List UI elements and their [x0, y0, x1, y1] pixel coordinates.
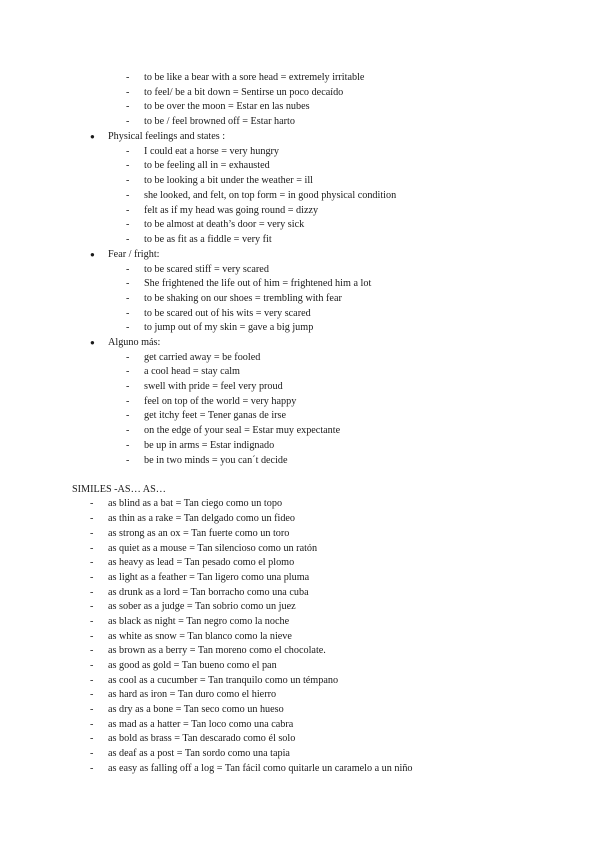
item-text: as quiet as a mouse = Tan silencioso como un ratón [108, 543, 318, 554]
dash-marker: - [90, 763, 94, 774]
item-text: to be as fit as a fiddle = very fit [144, 234, 272, 245]
item-text: as blind as a bat = Tan ciego como un topo [108, 498, 283, 509]
item-text: to jump out of my skin = gave a big jump [144, 322, 314, 333]
dash-marker: - [90, 572, 94, 583]
bullet-marker: ● [90, 338, 95, 347]
dash-marker: - [90, 704, 94, 715]
item-text: felt as if my head was going round = dizzy [144, 205, 319, 216]
dash-marker: - [126, 440, 130, 451]
item-text: as deaf as a post = Tan sordo como una tapia [108, 748, 290, 759]
item-text: to be over the moon = Estar en las nubes [144, 101, 310, 112]
dash-marker: - [126, 190, 130, 201]
item-text: as easy as falling off a log = Tan fácil como quitarle un caramelo a un niño [108, 763, 413, 774]
bullet-marker: ● [90, 250, 95, 259]
dash-marker: - [126, 234, 130, 245]
dash-marker: - [126, 264, 130, 275]
group-title: Physical feelings and states : [108, 131, 226, 142]
item-text: as white as snow = Tan blanco como la nieve [108, 631, 292, 642]
item-text: as black as night = Tan negro como la noche [108, 616, 290, 627]
item-text: She frightened the life out of him = frightened him a lot [144, 278, 372, 289]
dash-marker: - [126, 278, 130, 289]
dash-marker: - [90, 689, 94, 700]
dash-marker: - [90, 675, 94, 686]
group-title: Fear / fright: [108, 249, 160, 260]
dash-marker: - [90, 631, 94, 642]
dash-marker: - [126, 160, 130, 171]
dash-marker: - [126, 116, 130, 127]
dash-marker: - [126, 87, 130, 98]
dash-marker: - [126, 410, 130, 421]
dash-marker: - [126, 72, 130, 83]
dash-marker: - [126, 205, 130, 216]
item-text: to be looking a bit under the weather = ill [144, 175, 313, 186]
item-text: to be scared stiff = very scared [144, 264, 269, 275]
item-text: as good as gold = Tan bueno como el pan [108, 660, 277, 671]
item-text: get itchy feet = Tener ganas de irse [144, 410, 287, 421]
item-text: to be like a bear with a sore head = extremely irritable [144, 72, 365, 83]
item-text: to be shaking on our shoes = trembling with fear [144, 293, 342, 304]
item-text: swell with pride = feel very proud [144, 381, 283, 392]
dash-marker: - [126, 396, 130, 407]
item-text: to be feeling all in = exhausted [144, 160, 270, 171]
dash-marker: - [126, 322, 130, 333]
item-text: as bold as brass = Tan descarado como él solo [108, 733, 296, 744]
similes-heading: SIMILES -AS… AS… [72, 484, 166, 495]
dash-marker: - [90, 748, 94, 759]
item-text: be up in arms = Estar indignado [144, 440, 275, 451]
dash-marker: - [126, 425, 130, 436]
item-text: as mad as a hatter = Tan loco como una cabra [108, 719, 294, 730]
item-text: as thin as a rake = Tan delgado como un fideo [108, 513, 296, 524]
dash-marker: - [126, 146, 130, 157]
dash-marker: - [90, 601, 94, 612]
item-text: feel on top of the world = very happy [144, 396, 297, 407]
item-text: I could eat a horse = very hungry [144, 146, 280, 157]
dash-marker: - [126, 293, 130, 304]
dash-marker: - [126, 455, 130, 466]
dash-marker: - [90, 616, 94, 627]
item-text: as strong as an ox = Tan fuerte como un toro [108, 528, 290, 539]
dash-marker: - [90, 557, 94, 568]
dash-marker: - [126, 381, 130, 392]
item-text: as light as a feather = Tan ligero como una pluma [108, 572, 310, 583]
item-text: to be almost at death’s door = very sick [144, 219, 305, 230]
item-text: as drunk as a lord = Tan borracho como una cuba [108, 587, 309, 598]
dash-marker: - [126, 101, 130, 112]
item-text: as heavy as lead = Tan pesado como el plomo [108, 557, 295, 568]
dash-marker: - [126, 366, 130, 377]
dash-marker: - [126, 308, 130, 319]
group-title: Alguno más: [108, 337, 161, 348]
dash-marker: - [90, 513, 94, 524]
item-text: to be scared out of his wits = very scared [144, 308, 311, 319]
item-text: be in two minds = you can´t decide [144, 455, 288, 466]
item-text: she looked, and felt, on top form = in good physical condition [144, 190, 397, 201]
item-text: as hard as iron = Tan duro como el hierro [108, 689, 277, 700]
item-text: on the edge of your seal = Estar muy expectante [144, 425, 341, 436]
item-text: get carried away = be fooled [144, 352, 261, 363]
bullet-marker: ● [90, 132, 95, 141]
dash-marker: - [90, 587, 94, 598]
dash-marker: - [90, 498, 94, 509]
item-text: as brown as a berry = Tan moreno como el chocolate. [108, 645, 326, 656]
item-text: to feel/ be a bit down = Sentirse un poco decaído [144, 87, 344, 98]
dash-marker: - [126, 219, 130, 230]
dash-marker: - [90, 719, 94, 730]
item-text: as sober as a judge = Tan sobrio como un juez [108, 601, 296, 612]
dash-marker: - [126, 175, 130, 186]
dash-marker: - [90, 645, 94, 656]
dash-marker: - [90, 660, 94, 671]
dash-marker: - [90, 528, 94, 539]
dash-marker: - [126, 352, 130, 363]
item-text: as cool as a cucumber = Tan tranquilo como un témpano [108, 675, 339, 686]
item-text: to be / feel browned off = Estar harto [144, 116, 295, 127]
dash-marker: - [90, 543, 94, 554]
item-text: a cool head = stay calm [144, 366, 240, 377]
item-text: as dry as a bone = Tan seco como un hueso [108, 704, 284, 715]
dash-marker: - [90, 733, 94, 744]
